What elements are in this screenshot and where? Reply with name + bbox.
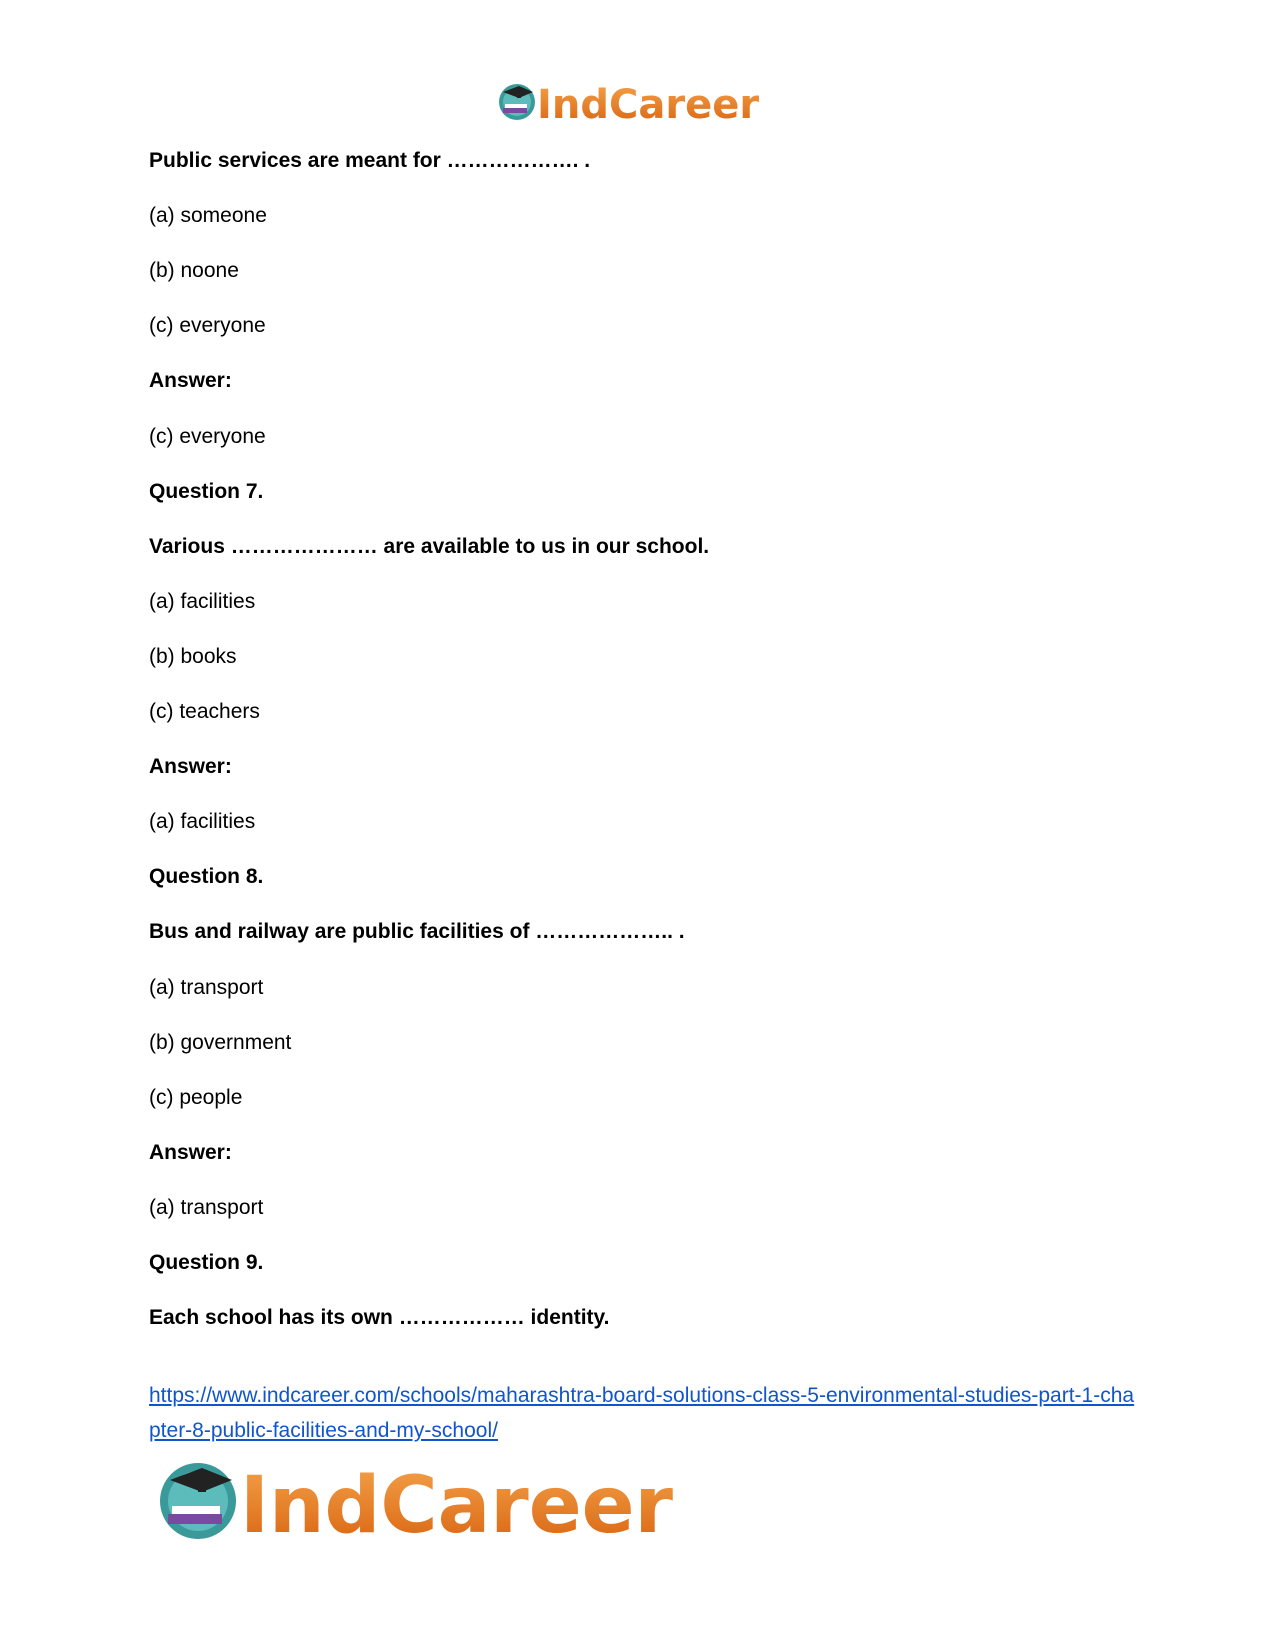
- answer-label: Answer:: [149, 1141, 232, 1164]
- option-item: (b) government: [149, 1031, 292, 1054]
- option-item: (a) transport: [149, 976, 264, 999]
- option-item: (a) transport: [149, 1196, 264, 1219]
- answer-label: Answer:: [149, 755, 232, 778]
- option-item: (a) facilities: [149, 810, 256, 833]
- logo-wordmark: IndCareer: [240, 1461, 673, 1546]
- question-text: Public services are meant for ………………. .: [149, 149, 591, 172]
- indcareer-logo-bottom: [158, 1456, 698, 1546]
- question-text: Each school has its own ……………… identity.: [149, 1306, 610, 1329]
- option-item: (b) books: [149, 645, 237, 668]
- option-item: (c) everyone: [149, 314, 266, 337]
- question-number: Question 7.: [149, 480, 264, 503]
- indcareer-logo-top: [497, 78, 777, 128]
- answer-label: Answer:: [149, 369, 232, 392]
- option-item: (c) people: [149, 1086, 243, 1109]
- logo-wordmark: IndCareer: [537, 82, 760, 128]
- option-item: (a) facilities: [149, 590, 256, 613]
- option-item: (b) noone: [149, 259, 239, 282]
- source-link[interactable]: https://www.indcareer.com/schools/maharashtra-board-solutions-class-5-environmental-studies-part-1-chapter-8-public-facilities-and-my-school/: [149, 1384, 1135, 1442]
- question-number: Question 9.: [149, 1251, 264, 1274]
- globe-book-icon: [160, 1463, 236, 1539]
- globe-book-icon: [499, 84, 535, 120]
- question-number: Question 8.: [149, 865, 264, 888]
- option-item: (a) someone: [149, 204, 267, 227]
- question-text: Various ………………… are available to us in our school.: [149, 535, 710, 558]
- option-item: (c) everyone: [149, 425, 266, 448]
- question-text: Bus and railway are public facilities of ……………….. .: [149, 920, 685, 943]
- option-item: (c) teachers: [149, 700, 260, 723]
